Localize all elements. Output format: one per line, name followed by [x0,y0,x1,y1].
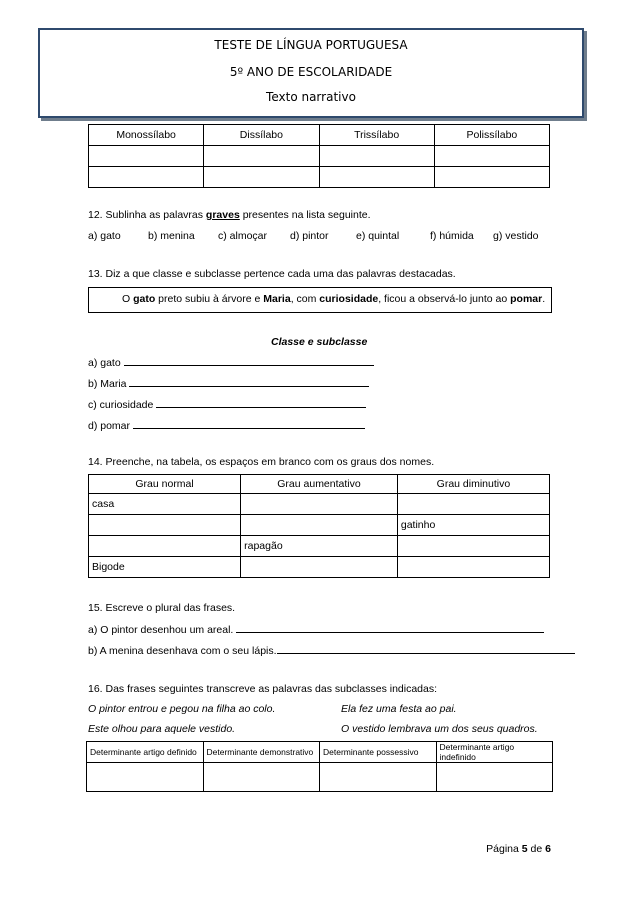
col-polissilabo: Polissílabo [434,125,549,146]
answer-cell[interactable] [241,515,398,536]
table-row [89,536,550,557]
option-e[interactable]: e) quintal [356,230,400,242]
col-monossilabo: Monossílabo [89,125,204,146]
answer-cell[interactable] [320,763,437,792]
test-title: TESTE DE LÍNGUA PORTUGUESA [214,38,408,52]
answer-cell[interactable] [89,536,241,557]
answer-line-d: d) pomar [88,419,365,432]
school-year: 5º ANO DE ESCOLARIDADE [229,65,393,79]
answer-blank[interactable] [129,377,369,387]
classe-subclasse-heading: Classe e subclasse [271,336,368,348]
answer-cell[interactable] [434,146,549,167]
col-grau-diminutivo: Grau diminutivo [397,475,549,494]
option-d[interactable]: d) pintor [290,230,329,242]
title-box [38,28,584,118]
table-row [87,763,553,792]
answer-cell[interactable] [397,494,549,515]
cell-diminutive: gatinho [397,515,549,536]
answer-blank[interactable] [277,644,575,654]
cell-augmentative: rapagão [241,536,398,557]
col-grau-aumentativo: Grau aumentativo [241,475,398,494]
answer-cell[interactable] [87,763,204,792]
col-trissilabo: Trissílabo [319,125,434,146]
answer-cell[interactable] [89,146,204,167]
answer-blank[interactable] [156,398,366,408]
answer-blank[interactable] [236,623,544,633]
option-a[interactable]: a) gato [88,230,121,242]
plural-line-b: b) A menina desenhava com o seu lápis. [88,644,575,657]
answer-cell[interactable] [397,557,549,578]
answer-cell[interactable] [241,557,398,578]
text-type: Texto narrativo [266,90,356,104]
col-dissilabo: Dissílabo [204,125,319,146]
answer-blank[interactable] [133,419,365,429]
sentence-box [88,287,552,313]
answer-cell[interactable] [436,763,553,792]
keyword-graves: graves [205,209,240,221]
q12-options [88,230,548,244]
sentence-1: O pintor entrou e pegou na filha ao colo. [88,703,276,715]
table-row [89,557,550,578]
option-b[interactable]: b) menina [148,230,195,242]
question-13: 13. Diz a que classe e subclasse pertence cada uma das palavras destacadas. [88,268,456,280]
answer-line-c: c) curiosidade [88,398,366,411]
answer-cell[interactable] [241,494,398,515]
option-g[interactable]: g) vestido [493,230,539,242]
answer-cell[interactable] [434,167,549,188]
word-maria: Maria [263,293,291,305]
word-pomar: pomar [510,293,543,305]
answer-cell[interactable] [89,515,241,536]
answer-cell[interactable] [319,146,434,167]
answer-blank[interactable] [124,356,374,366]
sentence-4: O vestido lembrava um dos seus quadros. [341,723,538,735]
col-demonstrativo: Determinante demonstrativo [203,742,320,763]
answer-cell[interactable] [203,763,320,792]
answer-cell[interactable] [204,167,319,188]
answer-cell[interactable] [397,536,549,557]
table-row [89,146,550,167]
option-c[interactable]: c) almoçar [218,230,268,242]
cell-normal: Bigode [89,557,241,578]
highlighted-sentence: O gato preto subiu à árvore e Maria, com curiosidade, ficou a observá-lo junto ao pomar. [122,293,546,305]
page-number: Página 5 de 6 [486,843,551,855]
sentence-2: Ela fez uma festa ao pai. [341,703,457,715]
syllable-table [88,124,550,188]
word-curiosidade: curiosidade [319,293,379,305]
answer-line-a: a) gato [88,356,374,369]
question-14: 14. Preenche, na tabela, os espaços em branco com os graus dos nomes. [88,456,435,468]
cell-normal: casa [89,494,241,515]
word-gato: gato [133,293,156,305]
degree-table [88,474,550,578]
table-row [89,494,550,515]
sentence-3: Este olhou para aquele vestido. [88,723,236,735]
question-12: 12. Sublinha as palavras graves presentes na lista seguinte. [88,209,371,221]
col-artigo-definido: Determinante artigo definido [87,742,204,763]
plural-line-a: a) O pintor desenhou um areal. [88,623,544,636]
determinants-table [86,741,553,792]
answer-cell[interactable] [204,146,319,167]
question-16: 16. Das frases seguintes transcreve as palavras das subclasses indicadas: [88,683,438,695]
answer-cell[interactable] [319,167,434,188]
answer-cell[interactable] [89,167,204,188]
col-artigo-indefinido: Determinante artigo indefinido [436,742,553,763]
col-grau-normal: Grau normal [89,475,241,494]
col-possessivo: Determinante possessivo [320,742,437,763]
answer-line-b: b) Maria [88,377,369,390]
option-f[interactable]: f) húmida [430,230,474,242]
table-row [89,515,550,536]
question-15: 15. Escreve o plural das frases. [88,602,236,614]
table-row [89,167,550,188]
